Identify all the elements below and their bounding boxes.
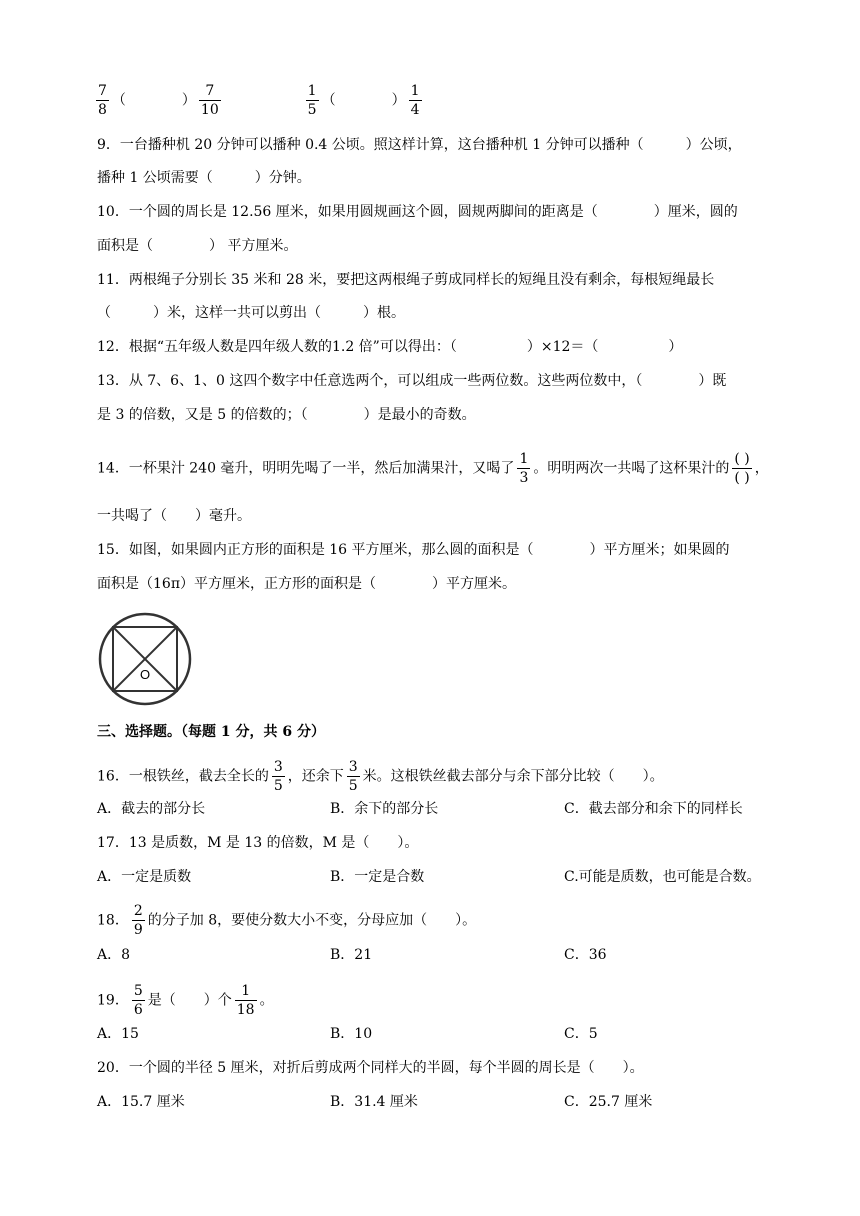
- q10-line2: 面积是（ ） 平方厘米。: [97, 238, 298, 254]
- fraction-7-8: $\frac{7}{8}$: [98, 83, 107, 118]
- q19-option-a: A．15: [97, 1026, 139, 1042]
- q16-part3: 米。这根铁丝截去部分与余下部分比较（ ）。: [362, 768, 664, 785]
- q18-rest: 的分子加 8，要使分数大小不变，分母应加（ ）。: [147, 912, 477, 929]
- fraction-7-10: $\frac{7}{10}$: [200, 83, 219, 118]
- q10-line1: 10．一个圆的周长是 12.56 厘米，如果用圆规画这个圆，圆规两脚间的距离是（ ）厘米，圆的: [97, 204, 738, 220]
- q13-line1: 13．从 7、6、1、0 这四个数字中任意选两个，可以组成一些两位数。这些两位数中，（ ）既: [97, 373, 727, 389]
- fraction-1-3: $\frac{1}{3}$: [519, 451, 529, 486]
- q12-line1: 12．根据“五年级人数是四年级人数的1.2 倍”可以得出：（ ）×12＝（ ）: [97, 339, 683, 355]
- q13-line2: 是 3 的倍数，又是 5 的倍数的；（ ）是最小的奇数。: [97, 407, 476, 423]
- q20-option-a: A．15.7 厘米: [97, 1094, 185, 1110]
- q19-line1: [97, 982, 274, 1019]
- fraction-3-5-b: $\frac{3}{5}$: [348, 759, 358, 794]
- blank-fraction: $\frac{( )}{( )}$: [734, 451, 750, 486]
- q17-option-a: A．一定是质数: [97, 869, 192, 885]
- q14-part2: 。明明两次一共喝了这杯果汁的: [533, 460, 730, 477]
- section3-title: 三、选择题。（每题 1 分，共 6 分）: [97, 724, 325, 740]
- q16-line1: [97, 758, 664, 795]
- q15-line1: 15．如图，如果圆内正方形的面积是 16 平方厘米，那么圆的面积是（ ）平方厘米；如果圆的: [97, 542, 730, 558]
- q18-line1: [97, 902, 476, 939]
- q16-option-b: B．余下的部分长: [330, 801, 439, 817]
- q14-line2: 一共喝了（ ）毫升。: [97, 508, 251, 524]
- q11-line1: 11．两根绳子分别长 35 米和 28 米，要把这两根绳子剪成同样长的短绳且没有剩余，每根短绳最长: [97, 272, 715, 288]
- q9-line2: 播种 1 公顷需要（ ）分钟。: [97, 170, 311, 186]
- q20-line1: 20．一个圆的半径 5 厘米，对折后剪成两个同样大的半圆，每个半圆的周长是（ ）。: [97, 1060, 644, 1076]
- fraction-5-6: $\frac{5}{6}$: [133, 983, 143, 1018]
- compare-blank-1: （ ）: [111, 92, 196, 109]
- q18-option-b: B．21: [330, 947, 373, 963]
- q9-line1: 9．一台播种机 20 分钟可以播种 0.4 公顷。照这样计算，这台播种机 1 分钟可以播种（ ）公顷，: [97, 137, 742, 153]
- center-label: O: [139, 667, 151, 682]
- q18-prefix: 18．: [97, 912, 129, 929]
- fraction-3-5-a: $\frac{3}{5}$: [273, 759, 283, 794]
- q14-part3: ，: [754, 460, 769, 477]
- q19-option-c: C．5: [564, 1026, 598, 1042]
- q16-option-a: A．截去的部分长: [97, 801, 206, 817]
- q19-option-b: B．10: [330, 1026, 373, 1042]
- q19-mid: 是（ ）个: [147, 992, 232, 1009]
- q17-option-c: C.可能是质数，也可能是合数。: [564, 869, 761, 885]
- q20-option-b: B．31.4 厘米: [330, 1094, 418, 1110]
- compare-blank-2: （ ）: [321, 92, 406, 109]
- q20-option-c: C．25.7 厘米: [564, 1094, 653, 1110]
- q17-line1: 17．13 是质数，M 是 13 的倍数，M 是（ ）。: [97, 835, 419, 851]
- circle-square-figure: [96, 612, 194, 706]
- q15-line2: 面积是（16π）平方厘米，正方形的面积是（ ）平方厘米。: [97, 576, 517, 592]
- q18-option-c: C．36: [564, 947, 607, 963]
- q18-option-a: A．8: [97, 947, 131, 963]
- q17-option-b: B．一定是合数: [330, 869, 425, 885]
- fraction-1-4: $\frac{1}{4}$: [410, 83, 420, 118]
- q11-line2: （ ）米，这样一共可以剪出（ ）根。: [97, 305, 405, 321]
- q16-part1: 16．一根铁丝，截去全长的: [97, 768, 269, 785]
- q14-part1: 14．一杯果汁 240 毫升，明明先喝了一半，然后加满果汁，又喝了: [97, 460, 515, 477]
- q14-line1: [97, 450, 769, 487]
- fraction-2-9: $\frac{2}{9}$: [133, 903, 143, 938]
- q19-end: 。: [259, 992, 274, 1009]
- q16-option-c: C．截去部分和余下的同样长: [564, 801, 743, 817]
- fraction-1-5: $\frac{1}{5}$: [307, 83, 317, 118]
- q16-part2: ，还余下: [287, 768, 344, 785]
- fraction-1-18: $\frac{1}{18}$: [236, 983, 255, 1018]
- q19-prefix: 19．: [97, 992, 129, 1009]
- compare-row: [93, 82, 425, 119]
